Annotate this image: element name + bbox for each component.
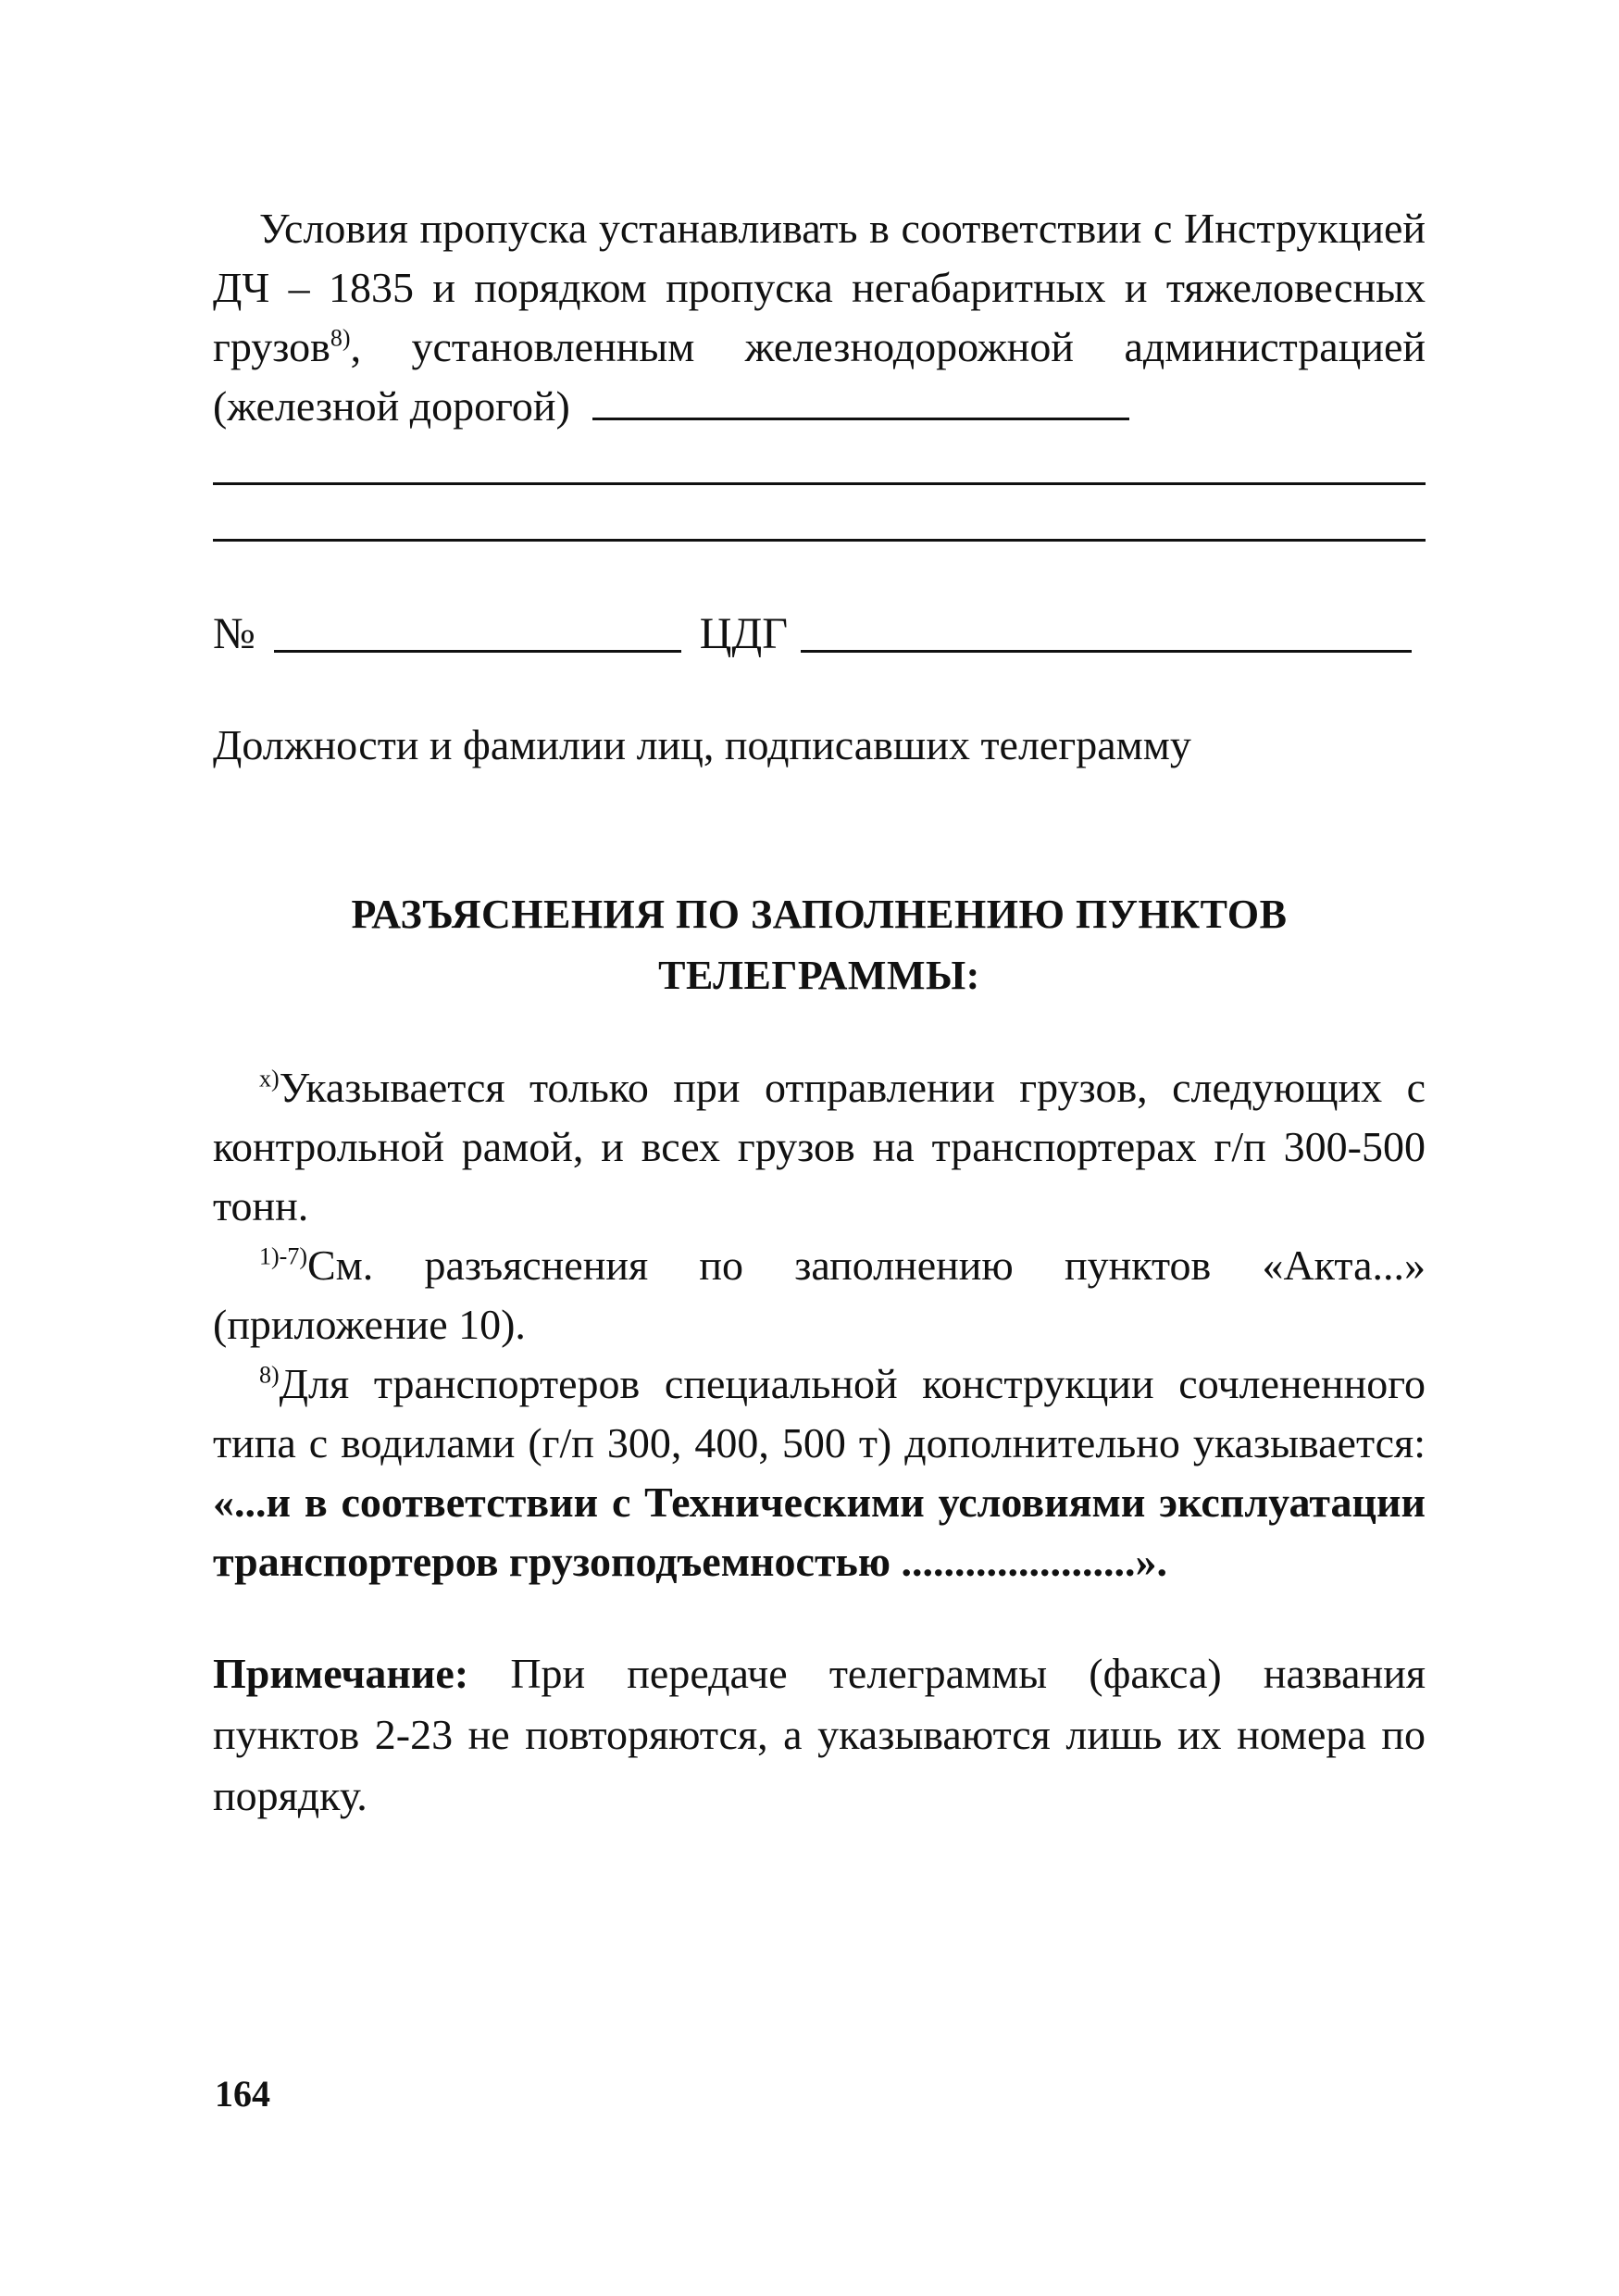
intro-text-after: , установленным железнодорожной администрацией (железной дорогой) bbox=[213, 323, 1426, 430]
section-heading-line1: РАЗЪЯСНЕНИЯ ПО ЗАПОЛНЕНИЮ ПУНКТОВ bbox=[351, 892, 1288, 937]
section-heading bbox=[213, 884, 1426, 1006]
intro-text: Условия пропуска устанавливать в соответствии с Инструкцией ДЧ – 1835 и порядком пропуска негабаритных и тяжеловесных грузов bbox=[213, 205, 1426, 370]
number-row bbox=[213, 606, 1426, 662]
note-text: Для транспортеров специальной конструкции сочлененного типа с водилами (г/п 300, 400, 500 т) дополнительно указывается: bbox=[213, 1360, 1426, 1466]
cdg-label: ЦДГ bbox=[699, 609, 788, 658]
blank-line-2 bbox=[213, 539, 1426, 542]
page-number: 164 bbox=[215, 2073, 270, 2115]
cdg-blank bbox=[801, 650, 1412, 653]
section-heading-line2: ТЕЛЕГРАММЫ: bbox=[658, 953, 980, 998]
remark-text: При передаче телеграммы (факса) названия пунктов 2-23 не повторяются, а указываются лишь их номера по порядку. bbox=[213, 1650, 1426, 1819]
notes-list bbox=[213, 1058, 1426, 1591]
number-label: № bbox=[213, 609, 255, 658]
remark-paragraph bbox=[213, 1643, 1426, 1827]
note-item bbox=[213, 1236, 1426, 1354]
intro-fill-line bbox=[592, 416, 1129, 420]
signers-label: Должности и фамилии лиц, подписавших телеграмму bbox=[213, 721, 1191, 768]
page-content bbox=[213, 199, 1426, 1869]
note-mark: 8) bbox=[259, 1361, 280, 1389]
note-item bbox=[213, 1354, 1426, 1591]
note-mark: x) bbox=[259, 1065, 280, 1092]
intro-footnote-ref: 8) bbox=[330, 324, 351, 352]
note-text: Указывается только при отправлении грузов, следующих с контрольной рамой, и всех грузов на транспортерах г/п 300-500 тонн. bbox=[213, 1064, 1426, 1229]
intro-paragraph bbox=[213, 199, 1426, 436]
number-blank bbox=[274, 650, 681, 653]
note-text: См. разъяснения по заполнению пунктов «Акта...» (приложение 10). bbox=[213, 1242, 1426, 1348]
note-item bbox=[213, 1058, 1426, 1236]
blank-line-1 bbox=[213, 482, 1426, 485]
note-quote: «...и в соответствии с Техническими условиями эксплуатации транспортеров грузоподъемностью ......................». bbox=[213, 1479, 1426, 1585]
note-mark: 1)-7) bbox=[259, 1242, 307, 1270]
remark-label: Примечание: bbox=[213, 1650, 469, 1697]
